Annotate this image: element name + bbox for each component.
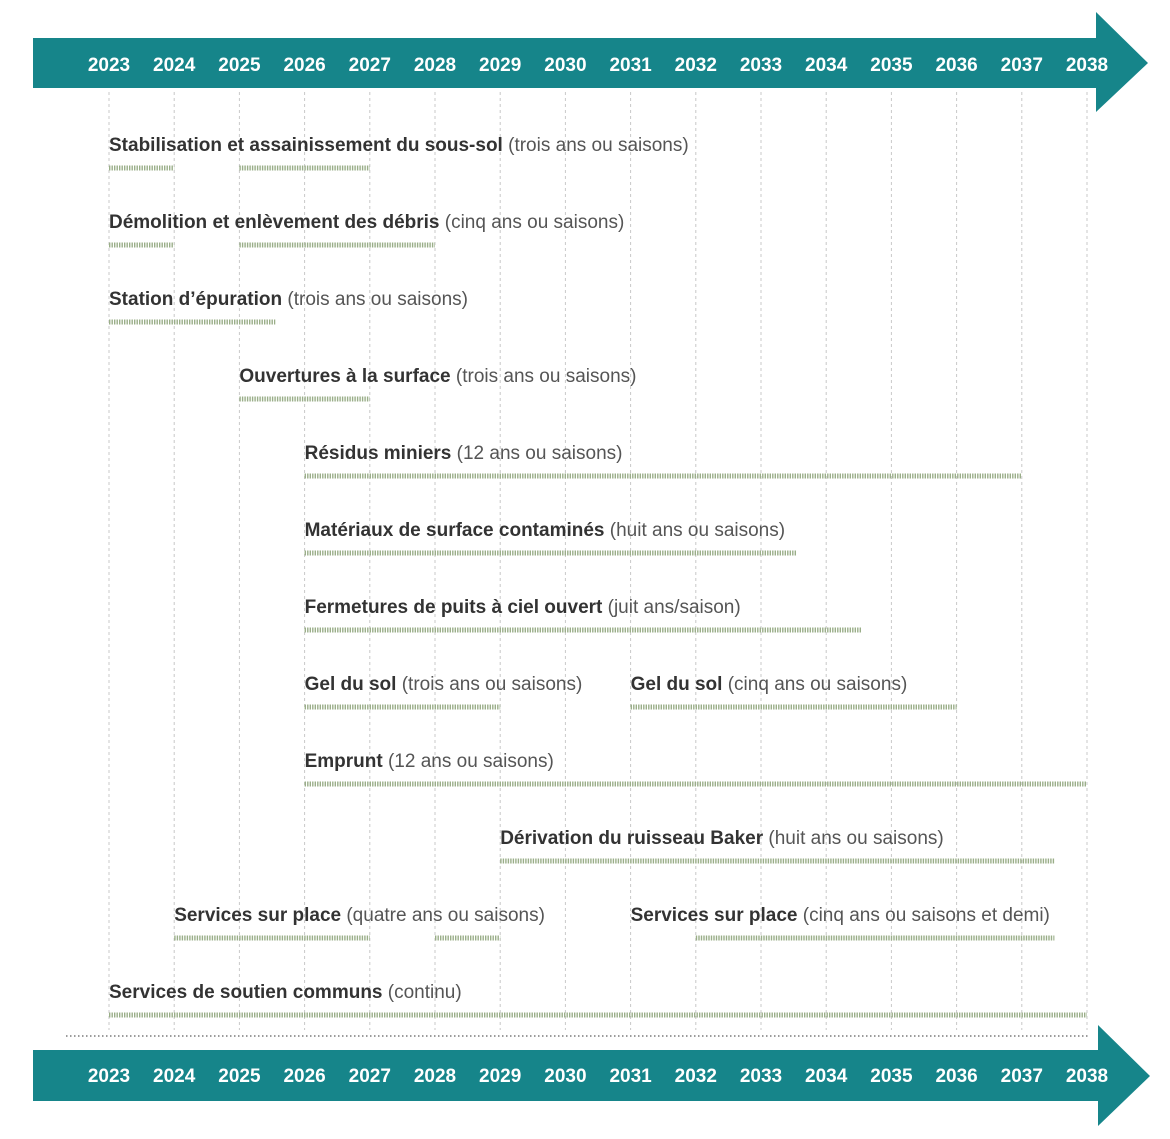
bottom-year-2034: 2034 <box>805 1066 848 1087</box>
bottom-year-2028: 2028 <box>413 1066 457 1087</box>
bottom-year-2031: 2031 <box>609 1066 652 1087</box>
top-year-2038: 2038 <box>1065 55 1109 76</box>
task-3-label-title: Ouvertures à la surface <box>239 366 451 387</box>
top-year-2037: 2037 <box>1000 55 1043 76</box>
task-6-label-title: Fermetures de puits à ciel ouvert <box>304 597 603 618</box>
top-year-2023: 2023 <box>87 55 131 76</box>
task-rows <box>109 135 1087 1015</box>
task-11-label-duration: (continu) <box>382 982 462 1003</box>
task-7-extra-label-duration: (cinq ans ou saisons) <box>722 674 908 695</box>
bottom-year-2029: 2029 <box>479 1066 522 1087</box>
top-year-2035: 2035 <box>870 55 913 76</box>
task-10-extra-label-duration: (cinq ans ou saisons et demi) <box>797 905 1050 926</box>
top-year-2029: 2029 <box>479 55 522 76</box>
top-year-2031: 2031 <box>609 55 652 76</box>
task-5-label <box>305 520 785 541</box>
task-10-extra-label-title: Services sur place <box>630 905 798 926</box>
task-0-label-title: Stabilisation et assainissement du sous-sol <box>109 135 503 156</box>
top-year-2034: 2034 <box>805 55 848 76</box>
task-row <box>109 212 624 245</box>
task-2-label-title: Station d’épuration <box>109 289 283 310</box>
task-10-label <box>174 905 545 926</box>
task-2-label-duration: (trois ans ou saisons) <box>282 289 468 310</box>
task-row <box>305 597 862 630</box>
task-8-label <box>305 751 554 772</box>
task-9-label-duration: (huit ans ou saisons) <box>763 828 944 849</box>
bottom-year-2033: 2033 <box>739 1066 783 1087</box>
task-row <box>109 982 1087 1015</box>
top-year-2030: 2030 <box>544 55 587 76</box>
task-row <box>305 674 957 707</box>
task-6-label-duration: (juit ans/saison) <box>602 597 741 618</box>
bottom-year-2036: 2036 <box>935 1066 978 1087</box>
task-6-label <box>305 597 741 618</box>
task-4-label <box>305 443 623 464</box>
top-timeline-arrow <box>33 12 1148 112</box>
task-7-extra-label <box>631 674 908 695</box>
task-row <box>305 520 797 553</box>
task-row <box>109 135 689 168</box>
task-11-label-title: Services de soutien communs <box>109 982 383 1003</box>
task-2-label <box>109 289 468 310</box>
task-0-label <box>109 135 689 156</box>
task-row <box>239 366 636 399</box>
task-3-label <box>239 366 636 387</box>
top-year-2036: 2036 <box>935 55 978 76</box>
top-arrow-shape <box>33 12 1148 112</box>
task-8-label-duration: (12 ans ou saisons) <box>382 751 554 772</box>
top-year-2033: 2033 <box>739 55 783 76</box>
task-row <box>174 905 1054 938</box>
task-row <box>500 828 1054 861</box>
task-9-label-title: Dérivation du ruisseau Baker <box>500 828 764 849</box>
bottom-year-2038: 2038 <box>1065 1066 1109 1087</box>
bottom-year-2025: 2025 <box>218 1066 261 1087</box>
bottom-timeline-arrow <box>33 1025 1150 1126</box>
task-4-label-duration: (12 ans ou saisons) <box>451 443 623 464</box>
task-8-label-title: Emprunt <box>304 751 383 772</box>
top-year-2027: 2027 <box>348 55 391 76</box>
task-4-label-title: Résidus miniers <box>304 443 452 464</box>
bottom-arrow-shape <box>33 1025 1150 1126</box>
task-10-label-title: Services sur place <box>174 905 342 926</box>
task-5-label-duration: (huit ans ou saisons) <box>604 520 786 541</box>
top-year-2026: 2026 <box>283 55 326 76</box>
task-3-label-duration: (trois ans ou saisons) <box>450 366 637 387</box>
task-9-label <box>500 828 944 849</box>
top-year-2024: 2024 <box>153 55 196 76</box>
top-year-2032: 2032 <box>674 55 717 76</box>
task-row <box>109 289 468 322</box>
bottom-year-2035: 2035 <box>870 1066 913 1087</box>
bottom-year-2023: 2023 <box>87 1066 131 1087</box>
task-7-label-duration: (trois ans ou saisons) <box>396 674 583 695</box>
task-row <box>305 751 1087 784</box>
bottom-year-2037: 2037 <box>1000 1066 1043 1087</box>
task-10-extra-label <box>631 905 1050 926</box>
task-1-label-duration: (cinq ans ou saisons) <box>439 212 625 233</box>
task-10-label-duration: (quatre ans ou saisons) <box>341 905 545 926</box>
top-year-2028: 2028 <box>413 55 457 76</box>
bottom-year-2024: 2024 <box>153 1066 196 1087</box>
bottom-year-2032: 2032 <box>674 1066 717 1087</box>
task-7-extra-label-title: Gel du sol <box>630 674 723 695</box>
task-7-label <box>305 674 583 695</box>
bottom-year-2030: 2030 <box>544 1066 587 1087</box>
top-year-2025: 2025 <box>218 55 261 76</box>
task-11-label <box>109 982 462 1003</box>
task-0-label-duration: (trois ans ou saisons) <box>502 135 689 156</box>
bottom-year-2027: 2027 <box>348 1066 391 1087</box>
task-1-label-title: Démolition et enlèvement des débris <box>109 212 440 233</box>
bottom-year-2026: 2026 <box>283 1066 326 1087</box>
task-7-label-title: Gel du sol <box>304 674 397 695</box>
task-5-label-title: Matériaux de surface contaminés <box>304 520 605 541</box>
task-row <box>305 443 1022 476</box>
task-1-label <box>109 212 624 233</box>
